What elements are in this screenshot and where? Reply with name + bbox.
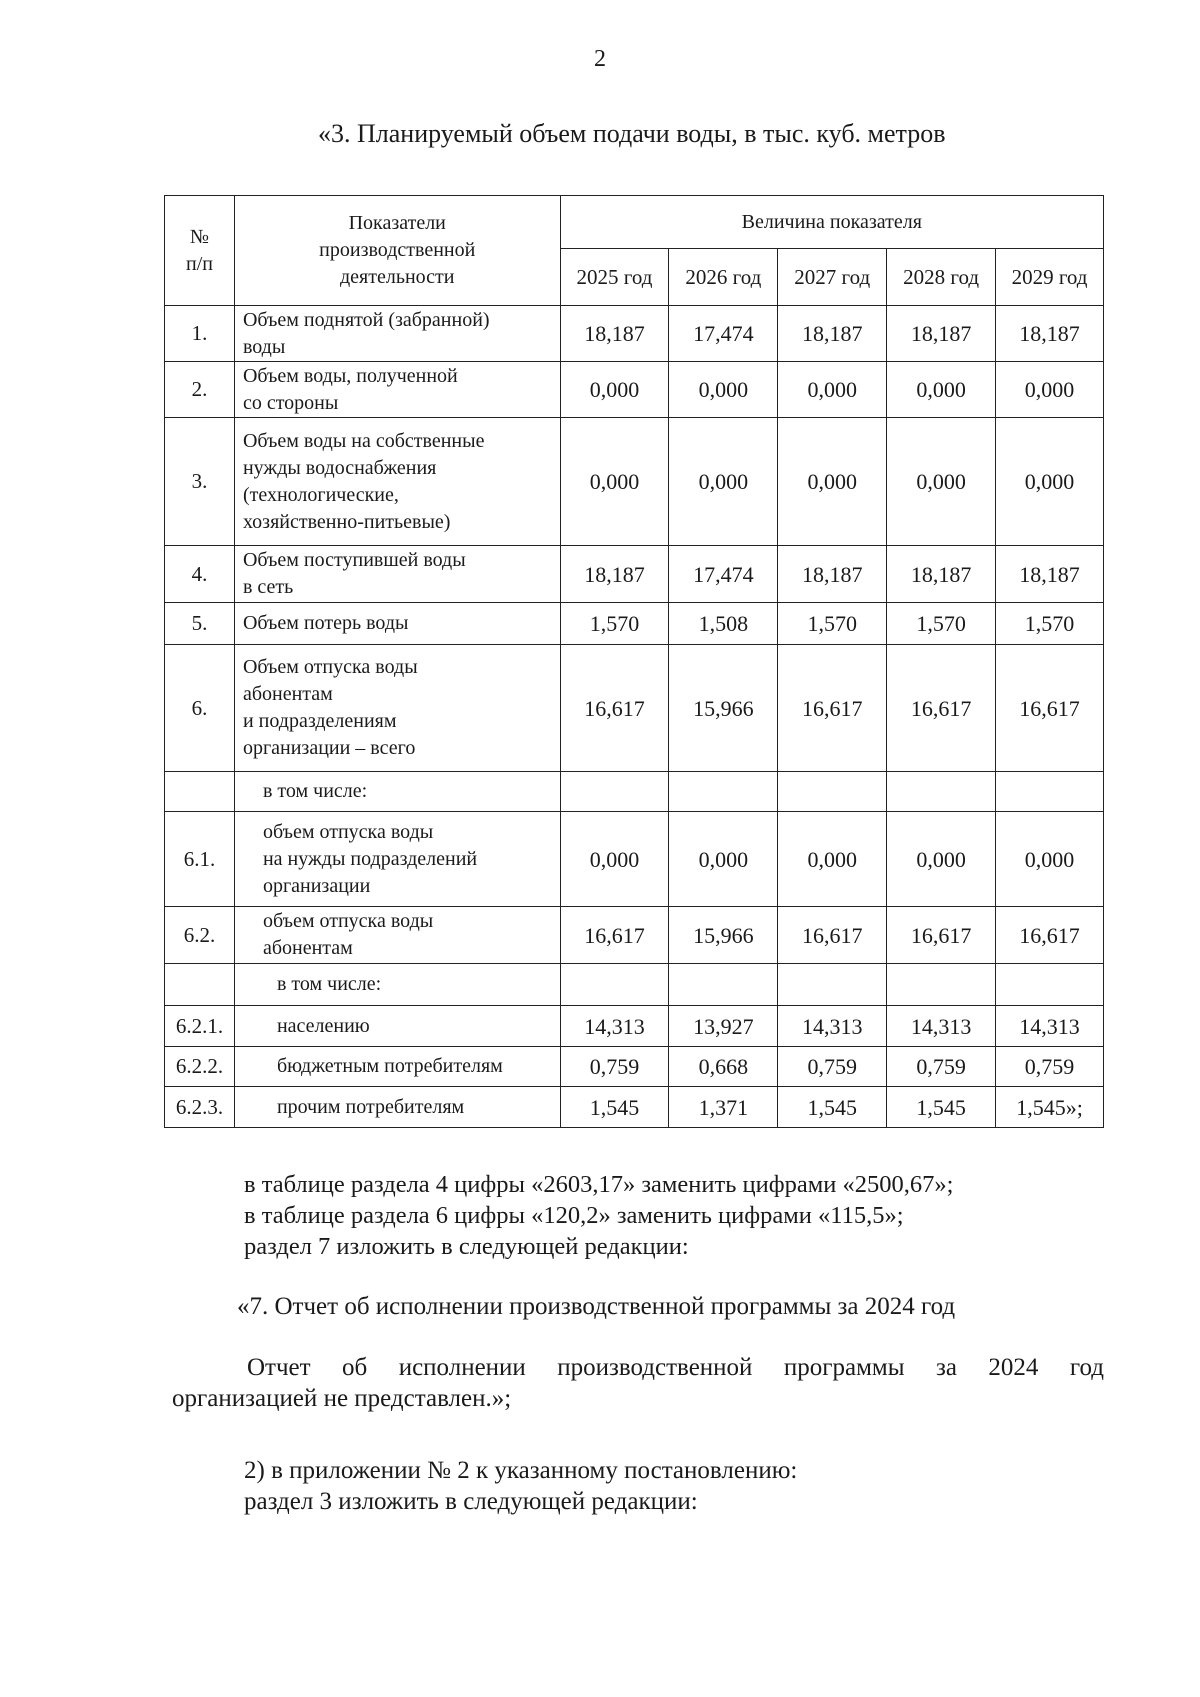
row-num: 2.	[165, 362, 235, 418]
cell-value: 17,474	[669, 306, 778, 362]
header-year-2029: 2029 год	[996, 249, 1104, 306]
table-row	[165, 306, 1104, 362]
cell-value: 18,187	[887, 306, 996, 362]
table-row	[165, 907, 1104, 964]
report-line: Отчет об исполнении производственной программы за 2024 год	[247, 1354, 1104, 1381]
row-name-line: в сеть	[242, 576, 294, 598]
header-indicator-line: деятельности	[339, 266, 455, 288]
cell-value: 1,545	[560, 1087, 669, 1128]
row-num: 6.	[165, 645, 235, 772]
cell-value: 1,570	[887, 603, 996, 645]
cell-value: 16,617	[778, 645, 887, 772]
row-num: 3.	[165, 418, 235, 546]
cell-value: 0,759	[778, 1047, 887, 1087]
row-name-line: организации – всего	[242, 737, 416, 759]
cell-value: 17,474	[669, 546, 778, 603]
header-indicator-line: производственной	[319, 239, 476, 261]
cell-value: 14,313	[887, 1006, 996, 1047]
row-name-line: Объем поступившей воды	[242, 549, 466, 571]
cell-value: 14,313	[778, 1006, 887, 1047]
header-indicator-line: Показатели	[348, 212, 446, 234]
cell-value: 1,570	[560, 603, 669, 645]
cell-value	[560, 772, 669, 812]
row-name	[234, 418, 560, 546]
header-year-2026: 2026 год	[669, 249, 778, 306]
row-num	[165, 772, 235, 812]
row-num: 6.1.	[165, 812, 235, 907]
row-name	[234, 964, 560, 1006]
cell-value	[887, 772, 996, 812]
cell-value: 0,668	[669, 1047, 778, 1087]
report-paragraph	[172, 1352, 1104, 1414]
cell-value: 0,000	[887, 418, 996, 546]
cell-value	[560, 964, 669, 1006]
cell-value	[778, 964, 887, 1006]
page-number: 2	[594, 46, 606, 72]
row-name	[234, 362, 560, 418]
row-name	[234, 1087, 560, 1128]
cell-value: 1,570	[996, 603, 1104, 645]
row-name	[234, 772, 560, 812]
header-num-line: п/п	[185, 252, 213, 275]
cell-value: 14,313	[560, 1006, 669, 1047]
row-name-line: в том числе:	[262, 780, 368, 802]
cell-value: 0,000	[669, 418, 778, 546]
row-name-line: Объем поднятой (забранной)	[242, 308, 490, 331]
row-name-line: Объем потерь воды	[242, 612, 409, 634]
table-row	[165, 603, 1104, 645]
cell-value: 0,759	[887, 1047, 996, 1087]
cell-value: 1,570	[778, 603, 887, 645]
cell-value: 0,000	[887, 362, 996, 418]
water-supply-table	[164, 195, 1104, 1128]
cell-value: 16,617	[778, 907, 887, 964]
row-name	[234, 603, 560, 645]
cell-value: 15,966	[669, 907, 778, 964]
cell-value: 0,000	[996, 812, 1104, 907]
amendment-line: в таблице раздела 4 цифры «2603,17» заменить цифрами «2500,67»;	[244, 1171, 954, 1198]
row-name	[234, 1047, 560, 1087]
cell-value: 0,759	[996, 1047, 1104, 1087]
cell-value: 18,187	[560, 306, 669, 362]
row-name-line: Объем воды, полученной	[242, 364, 458, 387]
cell-value: 0,000	[996, 418, 1104, 546]
row-name	[234, 812, 560, 907]
table-row	[165, 1006, 1104, 1047]
amendment-line: раздел 7 изложить в следующей редакции:	[244, 1233, 689, 1260]
row-name-line: абонентам	[262, 937, 353, 959]
table-row	[165, 645, 1104, 772]
table-row	[165, 418, 1104, 546]
cell-value: 1,371	[669, 1087, 778, 1128]
table-row	[165, 362, 1104, 418]
row-name	[234, 546, 560, 603]
cell-value: 0,000	[778, 418, 887, 546]
cell-value: 0,000	[887, 812, 996, 907]
row-name-line: на нужды подразделений	[262, 847, 478, 870]
cell-value: 0,000	[560, 812, 669, 907]
row-name-line: воды	[242, 335, 286, 358]
row-num: 6.2.1.	[165, 1006, 235, 1047]
row-name	[234, 306, 560, 362]
table-row	[165, 772, 1104, 812]
cell-value: 0,000	[778, 812, 887, 907]
table-row	[165, 964, 1104, 1006]
cell-value: 16,617	[996, 645, 1104, 772]
item2-line: 2) в приложении № 2 к указанному постановлению:	[244, 1457, 798, 1484]
cell-value: 16,617	[887, 645, 996, 772]
row-num: 1.	[165, 306, 235, 362]
amendment-line: в таблице раздела 6 цифры «120,2» заменить цифрами «115,5»;	[244, 1202, 904, 1229]
row-name-line: бюджетным потребителям	[276, 1055, 503, 1077]
row-num: 6.2.3.	[165, 1087, 235, 1128]
cell-value: 16,617	[560, 645, 669, 772]
cell-value: 18,187	[996, 306, 1104, 362]
cell-value: 13,927	[669, 1006, 778, 1047]
cell-value: 0,759	[560, 1047, 669, 1087]
row-name-line: в том числе:	[276, 973, 382, 995]
row-name-line: прочим потребителям	[276, 1095, 465, 1118]
cell-value: 18,187	[887, 546, 996, 603]
row-name-line: организации	[262, 874, 371, 897]
report-line: организацией не представлен.»;	[172, 1385, 512, 1412]
cell-value: 1,545	[887, 1087, 996, 1128]
row-num: 6.2.2.	[165, 1047, 235, 1087]
row-name	[234, 645, 560, 772]
cell-value: 1,545	[778, 1087, 887, 1128]
row-name-line: со стороны	[242, 391, 339, 414]
row-name-line: объем отпуска воды	[262, 820, 434, 843]
row-name-line: Объем отпуска воды	[242, 656, 418, 678]
row-name-line: Объем воды на собственные	[242, 429, 485, 452]
cell-value	[996, 772, 1104, 812]
cell-value: 16,617	[560, 907, 669, 964]
cell-value: 0,000	[996, 362, 1104, 418]
cell-value: 18,187	[996, 546, 1104, 603]
row-name-line: и подразделениям	[242, 710, 397, 732]
table-row	[165, 546, 1104, 603]
row-name-line: хозяйственно-питьевые)	[242, 510, 451, 533]
row-name	[234, 907, 560, 964]
cell-value	[669, 964, 778, 1006]
cell-value: 1,508	[669, 603, 778, 645]
cell-value: 15,966	[669, 645, 778, 772]
row-name-line: населению	[276, 1014, 370, 1037]
section7-title: «7. Отчет об исполнении производственной программы за 2024 год	[237, 1293, 956, 1320]
row-num: 6.2.	[165, 907, 235, 964]
header-num-line: №	[189, 225, 210, 248]
row-name-line: нужды водоснабжения	[242, 456, 437, 479]
header-value-group: Величина показателя	[560, 196, 1103, 249]
cell-value: 18,187	[778, 546, 887, 603]
header-num	[165, 196, 235, 306]
table-row	[165, 1047, 1104, 1087]
cell-value: 16,617	[887, 907, 996, 964]
item2-line: раздел 3 изложить в следующей редакции:	[244, 1488, 698, 1515]
row-num: 5.	[165, 603, 235, 645]
cell-value: 16,617	[996, 907, 1104, 964]
header-indicator	[234, 196, 560, 306]
cell-value: 0,000	[669, 812, 778, 907]
row-num	[165, 964, 235, 1006]
header-year-2027: 2027 год	[778, 249, 887, 306]
table-row	[165, 812, 1104, 907]
row-name-line: (технологические,	[242, 483, 399, 506]
row-name-line: объем отпуска воды	[262, 910, 434, 932]
row-name-line: абонентам	[242, 683, 333, 705]
cell-value: 14,313	[996, 1006, 1104, 1047]
cell-value	[887, 964, 996, 1006]
cell-value: 1,545»;	[996, 1087, 1104, 1128]
cell-value	[669, 772, 778, 812]
table-row	[165, 1087, 1104, 1128]
cell-value: 0,000	[560, 418, 669, 546]
section-title: «3. Планируемый объем подачи воды, в тыс. куб. метров	[318, 119, 946, 148]
row-name	[234, 1006, 560, 1047]
row-num: 4.	[165, 546, 235, 603]
header-year-2025: 2025 год	[560, 249, 669, 306]
cell-value: 18,187	[778, 306, 887, 362]
cell-value: 0,000	[778, 362, 887, 418]
cell-value	[996, 964, 1104, 1006]
cell-value: 18,187	[560, 546, 669, 603]
cell-value	[778, 772, 887, 812]
cell-value: 0,000	[669, 362, 778, 418]
cell-value: 0,000	[560, 362, 669, 418]
header-year-2028: 2028 год	[887, 249, 996, 306]
